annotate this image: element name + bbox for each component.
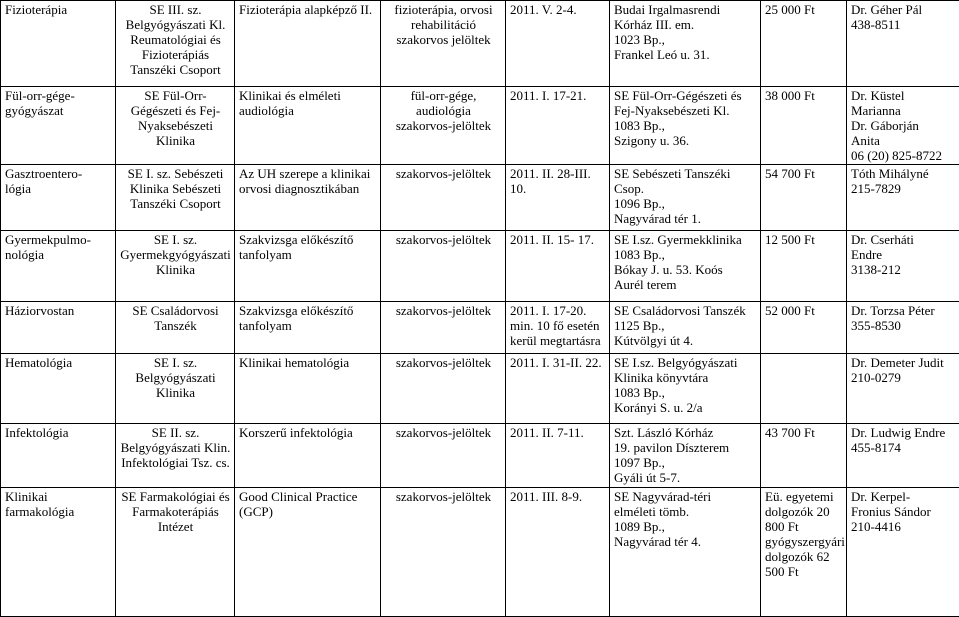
contact-text: 455-8174 <box>851 440 956 455</box>
course-title-text: Szakvizsga előkészítő <box>239 232 377 247</box>
course-title-text: Fizioterápia alapképző II. <box>239 2 377 17</box>
location-text: Korányi S. u. 2/a <box>614 400 757 415</box>
date-text: kerül megtartásra <box>510 333 606 348</box>
specialty-text: Fizioterápia <box>5 2 112 17</box>
fee-text: 52 000 Ft <box>765 303 843 318</box>
location-cell <box>610 424 761 488</box>
date-cell <box>506 424 610 488</box>
department-text: Klinika Sebészeti <box>120 181 231 196</box>
location-text: SE I.sz. Gyermekklinika <box>614 232 757 247</box>
contact-text: Endre <box>851 247 956 262</box>
location-cell <box>610 488 761 617</box>
specialty-text: Háziorvostan <box>5 303 112 318</box>
date-text: 2011. II. 7-11. <box>510 425 606 440</box>
contact-cell <box>847 488 959 617</box>
specialty-cell <box>1 424 116 488</box>
fee-cell <box>761 1 847 87</box>
fee-cell <box>761 424 847 488</box>
department-cell <box>116 488 235 617</box>
contact-cell <box>847 87 959 165</box>
fee-cell <box>761 165 847 231</box>
course-title-text: Klinikai és elméleti <box>239 88 377 103</box>
location-text: SE I.sz. Belgyógyászati <box>614 355 757 370</box>
course-title-text: Good Clinical Practice <box>239 489 377 504</box>
target-audience-text: audiológia <box>385 103 502 118</box>
date-text: 2011. I. 17-21. <box>510 88 606 103</box>
department-cell <box>116 354 235 424</box>
contact-text: 210-4416 <box>851 519 956 534</box>
contact-text: Fronius Sándor <box>851 504 956 519</box>
target-audience-text: rehabilitáció <box>385 17 502 32</box>
contact-text: 3138-212 <box>851 262 956 277</box>
date-text: 2011. III. 8-9. <box>510 489 606 504</box>
target-audience-cell <box>381 1 506 87</box>
location-text: Nagyvárad tér 1. <box>614 211 757 226</box>
course-title-text: (GCP) <box>239 504 377 519</box>
specialty-cell <box>1 165 116 231</box>
course-title-cell <box>235 231 381 302</box>
course-title-cell <box>235 165 381 231</box>
fee-text: 38 000 Ft <box>765 88 843 103</box>
location-text: 1096 Bp., <box>614 196 757 211</box>
specialty-cell <box>1 302 116 354</box>
location-cell <box>610 302 761 354</box>
date-cell <box>506 302 610 354</box>
department-text: SE I. sz. Sebészeti <box>120 166 231 181</box>
date-cell <box>506 1 610 87</box>
location-text: Fej-Nyaksebészeti Kl. <box>614 103 757 118</box>
location-text: SE Fül-Orr-Gégészeti és <box>614 88 757 103</box>
fee-text: 54 700 Ft <box>765 166 843 181</box>
course-title-cell <box>235 354 381 424</box>
department-text: Reumatológiai és <box>120 32 231 47</box>
target-audience-text: szakorvos-jelöltek <box>385 425 502 440</box>
date-cell <box>506 354 610 424</box>
contact-text: Anita <box>851 133 956 148</box>
specialty-text: gyógyászat <box>5 103 112 118</box>
department-text: Intézet <box>120 519 231 534</box>
date-cell <box>506 165 610 231</box>
course-title-text: Az UH szerepe a klinikai <box>239 166 377 181</box>
contact-text: Dr. Küstel <box>851 88 956 103</box>
location-text: Kútvölgyi út 4. <box>614 333 757 348</box>
contact-text: Dr. Demeter Judit <box>851 355 956 370</box>
target-audience-text: szakorvos-jelöltek <box>385 355 502 370</box>
date-text: 2011. I. 17-20. <box>510 303 606 318</box>
specialty-text: Klinikai <box>5 489 112 504</box>
table-row <box>1 354 959 424</box>
date-text: min. 10 fő esetén <box>510 318 606 333</box>
location-text: Gyáli út 5-7. <box>614 470 757 485</box>
contact-text: Dr. Gáborján <box>851 118 956 133</box>
specialty-text: Gasztroentero- <box>5 166 112 181</box>
date-text: 10. <box>510 181 606 196</box>
location-text: 1083 Bp., <box>614 247 757 262</box>
location-text: Csop. <box>614 181 757 196</box>
location-text: 19. pavilon Díszterem <box>614 440 757 455</box>
fee-text: gyógyszergyári <box>765 534 843 549</box>
fee-cell <box>761 354 847 424</box>
contact-cell <box>847 165 959 231</box>
contact-text: 355-8530 <box>851 318 956 333</box>
location-text: 1083 Bp., <box>614 118 757 133</box>
contact-text: 06 (20) 825-8722 <box>851 148 956 163</box>
specialty-cell <box>1 231 116 302</box>
department-cell <box>116 165 235 231</box>
department-cell <box>116 87 235 165</box>
department-text: Klinika <box>120 133 231 148</box>
department-text: Infektológiai Tsz. cs. <box>120 455 231 470</box>
department-text: Tanszéki Csoport <box>120 196 231 211</box>
target-audience-text: fizioterápia, orvosi <box>385 2 502 17</box>
location-text: Aurél terem <box>614 277 757 292</box>
fee-cell <box>761 302 847 354</box>
table-row <box>1 165 959 231</box>
department-text: SE Családorvosi <box>120 303 231 318</box>
location-cell <box>610 87 761 165</box>
location-text: 1097 Bp., <box>614 455 757 470</box>
course-title-cell <box>235 424 381 488</box>
contact-text: 438-8511 <box>851 17 956 32</box>
contact-text: Dr. Cserháti <box>851 232 956 247</box>
target-audience-cell <box>381 488 506 617</box>
course-title-text: tanfolyam <box>239 247 377 262</box>
location-cell <box>610 231 761 302</box>
location-cell <box>610 1 761 87</box>
target-audience-text: szakorvos-jelöltek <box>385 303 502 318</box>
department-cell <box>116 1 235 87</box>
contact-text: 210-0279 <box>851 370 956 385</box>
department-text: Belgyógyászati <box>120 370 231 385</box>
fee-text: 500 Ft <box>765 564 843 579</box>
target-audience-cell <box>381 424 506 488</box>
contact-cell <box>847 424 959 488</box>
department-text: SE I. sz. <box>120 232 231 247</box>
date-text: 2011. I. 31-II. 22. <box>510 355 606 370</box>
contact-text: Dr. Géher Pál <box>851 2 956 17</box>
course-title-text: Klinikai hematológia <box>239 355 377 370</box>
location-text: Szigony u. 36. <box>614 133 757 148</box>
table-row <box>1 488 959 617</box>
location-cell <box>610 165 761 231</box>
target-audience-text: szakorvos-jelöltek <box>385 232 502 247</box>
department-cell <box>116 231 235 302</box>
department-text: Belgyógyászati Klin. <box>120 440 231 455</box>
course-title-cell <box>235 488 381 617</box>
course-title-cell <box>235 87 381 165</box>
contact-cell <box>847 302 959 354</box>
department-text: Gyermekgyógyászati <box>120 247 231 262</box>
date-text: 2011. II. 28-III. <box>510 166 606 181</box>
department-text: Farmakoterápiás <box>120 504 231 519</box>
location-text: SE Családorvosi Tanszék <box>614 303 757 318</box>
location-text: Budai Irgalmasrendi <box>614 2 757 17</box>
department-text: Gégészeti és Fej- <box>120 103 231 118</box>
table-row <box>1 302 959 354</box>
fee-text: 800 Ft <box>765 519 843 534</box>
contact-text: 215-7829 <box>851 181 956 196</box>
department-cell <box>116 302 235 354</box>
specialty-text: lógia <box>5 181 112 196</box>
specialty-cell <box>1 87 116 165</box>
fee-text: 43 700 Ft <box>765 425 843 440</box>
location-text: SE Nagyvárad-téri <box>614 489 757 504</box>
department-text: Nyaksebészeti <box>120 118 231 133</box>
target-audience-text: szakorvos-jelöltek <box>385 118 502 133</box>
department-text: Tanszék <box>120 318 231 333</box>
course-title-text: orvosi diagnosztikában <box>239 181 377 196</box>
contact-text: Tóth Mihályné <box>851 166 956 181</box>
contact-text: Dr. Ludwig Endre <box>851 425 956 440</box>
table-body <box>1 1 959 617</box>
location-text: Szt. László Kórház <box>614 425 757 440</box>
course-title-cell <box>235 1 381 87</box>
fee-text: dolgozók 20 <box>765 504 843 519</box>
table-row <box>1 1 959 87</box>
contact-text: Dr. Torzsa Péter <box>851 303 956 318</box>
target-audience-cell <box>381 302 506 354</box>
course-title-text: Szakvizsga előkészítő <box>239 303 377 318</box>
location-text: 1125 Bp., <box>614 318 757 333</box>
location-text: Kórház III. em. <box>614 17 757 32</box>
target-audience-text: szakorvos-jelöltek <box>385 489 502 504</box>
target-audience-cell <box>381 354 506 424</box>
specialty-text: Gyermekpulmo- <box>5 232 112 247</box>
date-text: 2011. II. 15- 17. <box>510 232 606 247</box>
date-text: 2011. V. 2-4. <box>510 2 606 17</box>
contact-text: Marianna <box>851 103 956 118</box>
table-row <box>1 424 959 488</box>
fee-cell <box>761 488 847 617</box>
table-row <box>1 231 959 302</box>
date-cell <box>506 87 610 165</box>
date-cell <box>506 488 610 617</box>
target-audience-text: szakorvos jelöltek <box>385 32 502 47</box>
target-audience-cell <box>381 87 506 165</box>
specialty-text: Fül-orr-gége- <box>5 88 112 103</box>
fee-text: 25 000 Ft <box>765 2 843 17</box>
location-cell <box>610 354 761 424</box>
location-text: 1023 Bp., <box>614 32 757 47</box>
department-text: SE III. sz. <box>120 2 231 17</box>
contact-cell <box>847 354 959 424</box>
department-cell <box>116 424 235 488</box>
course-title-text: tanfolyam <box>239 318 377 333</box>
specialty-text: farmakológia <box>5 504 112 519</box>
location-text: Frankel Leó u. 31. <box>614 47 757 62</box>
contact-cell <box>847 1 959 87</box>
target-audience-text: fül-orr-gége, <box>385 88 502 103</box>
department-text: Belgyógyászati Kl. <box>120 17 231 32</box>
target-audience-text: szakorvos-jelöltek <box>385 166 502 181</box>
department-text: SE Farmakológiai és <box>120 489 231 504</box>
contact-text: Dr. Kerpel- <box>851 489 956 504</box>
specialty-text: Hematológia <box>5 355 112 370</box>
location-text: Nagyvárad tér 4. <box>614 534 757 549</box>
fee-text: 12 500 Ft <box>765 232 843 247</box>
fee-text: dolgozók 62 <box>765 549 843 564</box>
course-title-cell <box>235 302 381 354</box>
target-audience-cell <box>381 165 506 231</box>
specialty-cell <box>1 488 116 617</box>
department-text: Klinika <box>120 385 231 400</box>
fee-text: Eü. egyetemi <box>765 489 843 504</box>
specialty-cell <box>1 354 116 424</box>
specialty-text: Infektológia <box>5 425 112 440</box>
department-text: SE Fül-Orr- <box>120 88 231 103</box>
department-text: Klinika <box>120 262 231 277</box>
date-cell <box>506 231 610 302</box>
location-text: 1089 Bp., <box>614 519 757 534</box>
location-text: Klinika könyvtára <box>614 370 757 385</box>
department-text: SE I. sz. <box>120 355 231 370</box>
target-audience-cell <box>381 231 506 302</box>
location-text: Bókay J. u. 53. Koós <box>614 262 757 277</box>
contact-cell <box>847 231 959 302</box>
location-text: SE Sebészeti Tanszéki <box>614 166 757 181</box>
location-text: elméleti tömb. <box>614 504 757 519</box>
location-text: 1083 Bp., <box>614 385 757 400</box>
course-title-text: audiológia <box>239 103 377 118</box>
department-text: Tanszéki Csoport <box>120 62 231 77</box>
department-text: Fizioterápiás <box>120 47 231 62</box>
specialty-cell <box>1 1 116 87</box>
table-row <box>1 87 959 165</box>
fee-cell <box>761 231 847 302</box>
fee-cell <box>761 87 847 165</box>
course-title-text: Korszerű infektológia <box>239 425 377 440</box>
department-text: SE II. sz. <box>120 425 231 440</box>
specialty-text: nológia <box>5 247 112 262</box>
